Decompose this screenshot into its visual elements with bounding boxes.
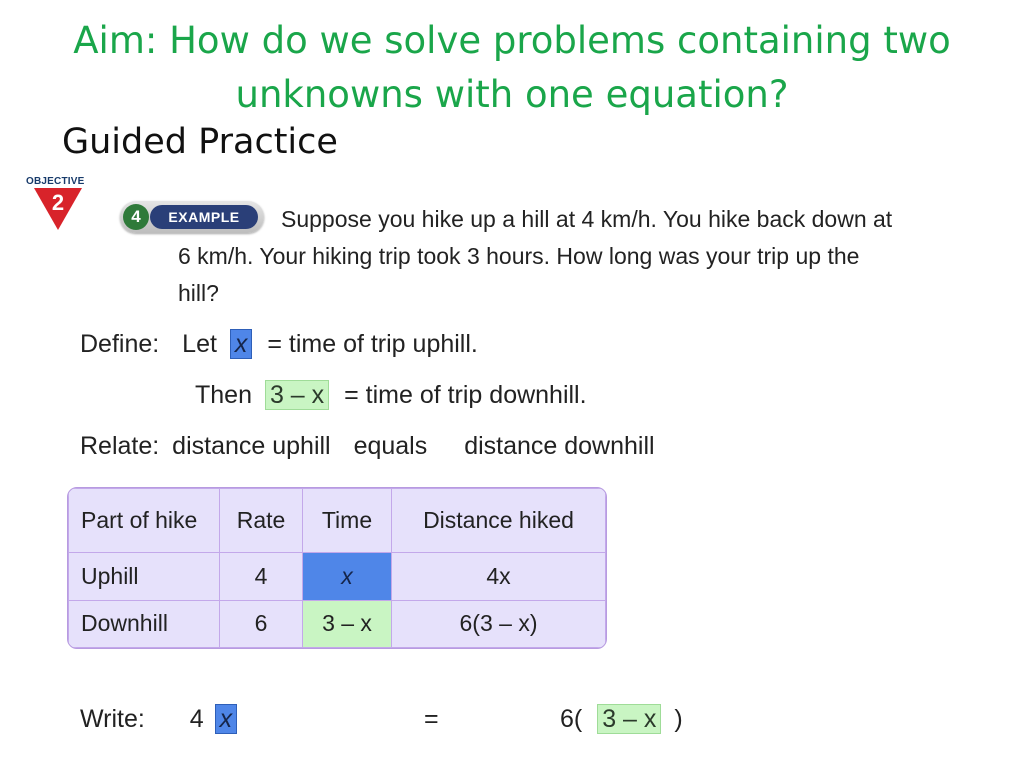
cell-part: Downhill — [69, 600, 220, 647]
write-open: 6( — [560, 705, 583, 733]
header-part-of-hike: Part of hike — [69, 489, 220, 553]
objective-marker — [26, 176, 96, 232]
aim-title — [0, 14, 1024, 122]
define-label: Define: — [80, 330, 160, 358]
write-equals: = — [424, 705, 439, 733]
relate-equals: equals — [353, 432, 428, 460]
table-row — [69, 553, 606, 600]
write-expression: 3 – x — [597, 704, 661, 734]
objective-triangle-icon — [34, 188, 82, 232]
write-variable: x — [215, 704, 238, 734]
aim-title-line1: Aim: How do we solve problems containing two — [73, 19, 951, 62]
define-let: Let — [182, 330, 217, 358]
write-label: Write: — [80, 705, 145, 733]
example-number: 4 — [123, 204, 149, 230]
header-time: Time — [303, 489, 392, 553]
relate-row — [80, 432, 655, 461]
objective-label: OBJECTIVE — [26, 176, 85, 187]
cell-time: x — [303, 553, 392, 600]
objective-number: 2 — [51, 190, 65, 215]
header-rate: Rate — [220, 489, 303, 553]
relate-distance-downhill: distance downhill — [464, 432, 655, 460]
table-row — [69, 600, 606, 647]
cell-time: 3 – x — [303, 600, 392, 647]
aim-title-line2: unknowns with one equation? — [235, 73, 789, 116]
problem-line2: 6 km/h. Your hiking trip took 3 hours. How long was your trip up the — [178, 243, 860, 269]
then-rest: = time of trip downhill. — [344, 381, 587, 409]
then-row — [195, 381, 587, 410]
write-row — [80, 705, 237, 734]
header-distance-hiked: Distance hiked — [392, 489, 606, 553]
guided-practice-heading: Guided Practice — [62, 122, 338, 162]
define-row — [80, 330, 478, 359]
relate-distance-uphill: distance uphill — [172, 432, 331, 460]
cell-rate: 4 — [220, 553, 303, 600]
define-rest: = time of trip uphill. — [267, 330, 478, 358]
then-expression: 3 – x — [265, 380, 329, 410]
problem-line3: hill? — [178, 280, 219, 306]
write-coefficient: 4 — [189, 705, 204, 733]
write-close: ) — [674, 705, 683, 733]
relate-label: Relate: — [80, 432, 160, 460]
cell-part: Uphill — [69, 553, 220, 600]
problem-line1: Suppose you hike up a hill at 4 km/h. You hike back down at — [281, 206, 893, 232]
example-label: EXAMPLE — [150, 205, 258, 229]
cell-distance: 6(3 – x) — [392, 600, 606, 647]
write-right-side — [560, 705, 683, 734]
define-variable: x — [230, 329, 253, 359]
hike-table — [67, 487, 607, 649]
cell-distance: 4x — [392, 553, 606, 600]
then-label: Then — [195, 381, 252, 409]
cell-rate: 6 — [220, 600, 303, 647]
problem-text — [178, 201, 978, 312]
table-header-row — [69, 489, 606, 553]
